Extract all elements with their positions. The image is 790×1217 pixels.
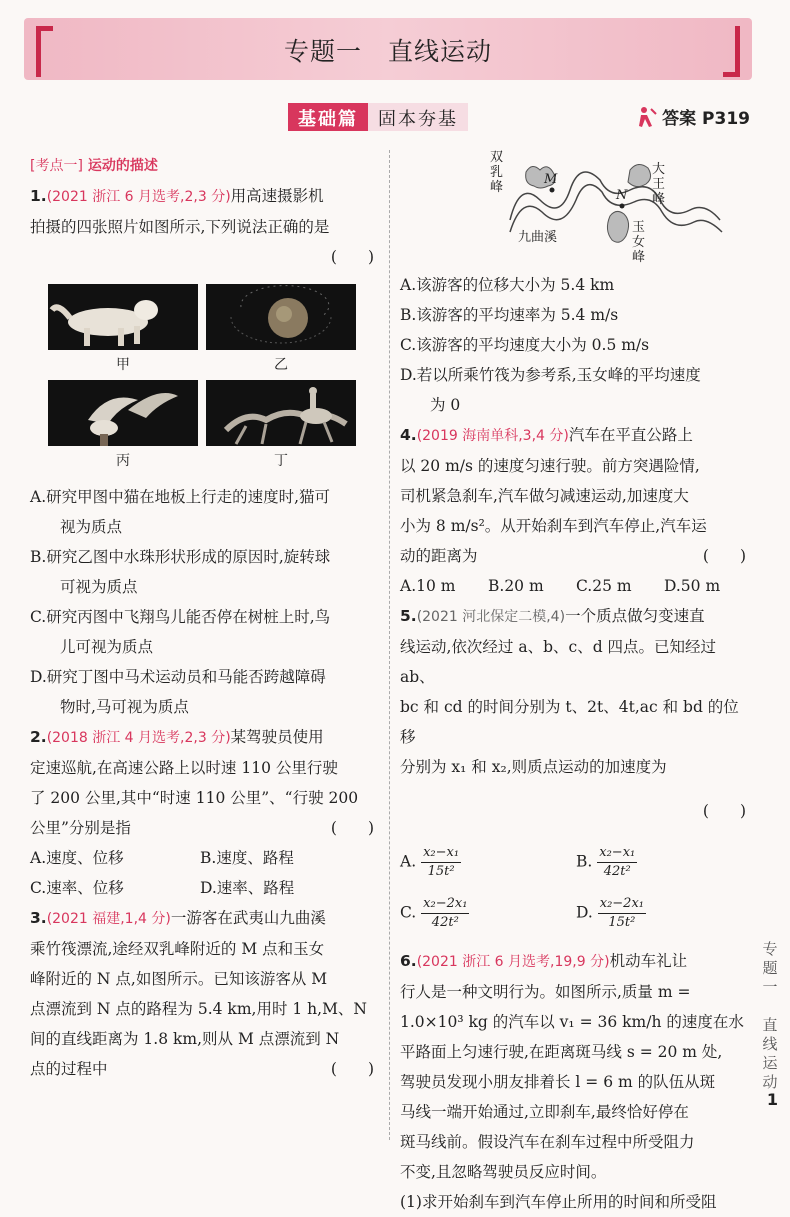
q3-stem-line1: 一游客在武夷山九曲溪 [170, 909, 326, 927]
side-chapter-tab [758, 940, 782, 1092]
q6-stem-line5: 驾驶员发现小朋友排着长 l = 6 m 的队伍从斑 [400, 1073, 716, 1091]
q2-stem-line3: 了 200 公里,其中“时速 110 公里”、“行驶 200 [30, 789, 359, 807]
q1-photo-grid [48, 284, 380, 476]
q4-number: 4. [400, 426, 417, 444]
q1-stem-line1: 用高速摄影机 [230, 187, 324, 205]
question-2 [30, 722, 380, 903]
q5-option-b-denominator: 42t² [603, 864, 631, 879]
side-tab-char: 直 [762, 1016, 778, 1034]
q1-option-c-line1: C.研究丙图中飞翔鸟儿能否停在树桩上时,鸟 [30, 608, 331, 626]
q5-option-a-label: A. [400, 852, 417, 871]
q5-option-b-numerator: x₂−x₁ [597, 844, 637, 863]
q5-stem-line3: bc 和 cd 的时间分别为 t、2t、4t,ac 和 bd 的位移 [400, 698, 739, 746]
label-jiuqu: 九曲溪 [518, 230, 558, 245]
q6-stem-line3: 1.0×10³ kg 的汽车以 v₁ = 36 km/h 的速度在水 [400, 1013, 744, 1031]
q1-number: 1. [30, 187, 47, 205]
q5-option-d-denominator: 15t² [608, 915, 636, 930]
q4-source: (2019 海南单科,3,4 分) [416, 428, 569, 444]
question-5 [400, 601, 752, 932]
column-divider [389, 150, 390, 1140]
q6-stem-line7: 斑马线前。假设汽车在刹车过程中所受阻力 [400, 1133, 695, 1151]
answer-reference [638, 104, 750, 129]
side-tab-char [758, 997, 782, 1016]
q3-option-d-line1: D.若以所乘竹筏为参考系,玉女峰的平均速度 [400, 366, 701, 384]
caption-yi: 乙 [274, 357, 288, 373]
q3-answer-paren: ( ) [330, 1060, 374, 1078]
q5-option-a [400, 844, 576, 881]
right-column [400, 150, 752, 1217]
question-4 [400, 420, 752, 601]
q1-option-a-line2: 视为质点 [60, 518, 123, 536]
q2-stem-line4: 公里”分别是指 [30, 819, 131, 837]
q5-stem-line2: 线运动,依次经过 a、b、c、d 四点。已知经过 ab、 [400, 638, 717, 686]
q4-answer-paren: ( ) [702, 547, 746, 565]
q5-number: 5. [400, 607, 417, 625]
q1-option-c-line2: 儿可视为质点 [60, 638, 154, 656]
q6-stem-line4: 平路面上匀速行驶,在距离斑马线 s = 20 m 处, [400, 1043, 723, 1061]
question-1 [30, 181, 380, 722]
q6-number: 6. [400, 952, 417, 970]
kaodian-title: 运动的描述 [87, 158, 158, 174]
label-yunu-2: 女 [632, 235, 646, 250]
q1-option-d-line2: 物时,马可视为质点 [60, 698, 189, 716]
q5-option-a-denominator: 15t² [427, 864, 455, 879]
q3-stem-line3: 峰附近的 N 点,如图所示。已知该游客从 M [30, 970, 328, 988]
side-tab-char: 专 [762, 940, 778, 958]
q5-option-c [400, 895, 576, 932]
photo-cat [48, 284, 198, 350]
q3-stem-line5: 间的直线距离为 1.8 km,则从 M 点漂流到 N [30, 1030, 340, 1048]
q1-option-d-line1: D.研究丁图中马术运动员和马能否跨越障碍 [30, 668, 326, 686]
q4-option-c: C.25 m [576, 577, 632, 595]
q5-option-c-numerator: x₂−2x₁ [421, 895, 469, 914]
q4-option-a: A.10 m [400, 577, 456, 595]
label-m: M [544, 172, 558, 187]
q6-stem-line6: 马线一端开始通过,立即刹车,最终恰好停在 [400, 1103, 689, 1121]
q3-stem-line4: 点漂流到 N 点的路程为 5.4 km,用时 1 h,M、N [30, 1000, 367, 1018]
q5-option-a-numerator: x₂−x₁ [421, 844, 461, 863]
q3-number: 3. [30, 909, 47, 927]
q5-source: (2021 河北保定二模,4) [416, 609, 566, 625]
q2-option-a: A.速度、位移 [30, 849, 124, 867]
q1-option-b-line1: B.研究乙图中水珠形状形成的原因时,旋转球 [30, 548, 331, 566]
q6-stem-line8: 不变,且忽略驾驶员反应时间。 [400, 1163, 607, 1181]
photo-horse-rider [206, 380, 356, 446]
q2-answer-paren: ( ) [330, 819, 374, 837]
q5-option-c-label: C. [400, 903, 417, 922]
q4-stem-line4: 小为 8 m/s²。从开始刹车到汽车停止,汽车运 [400, 517, 707, 535]
kaodian-bracket: [考点一] [30, 158, 83, 174]
pencil-person-icon [638, 106, 658, 128]
q4-option-b: B.20 m [488, 577, 544, 595]
label-yunu-1: 玉 [632, 220, 646, 235]
label-dawang-3: 峰 [652, 192, 666, 207]
q4-option-d: D.50 m [664, 577, 721, 595]
q2-option-b: B.速度、路程 [200, 849, 294, 867]
label-n: N [616, 188, 628, 203]
question-3 [30, 903, 380, 1084]
side-tab-char: 线 [762, 1035, 778, 1053]
section-subtitle: 固本夯基 [368, 103, 468, 131]
label-shuangru-3: 峰 [490, 180, 504, 195]
q6-source: (2021 浙江 6 月选考,19,9 分) [416, 954, 610, 970]
q4-stem-line5: 动的距离为 [400, 547, 478, 565]
section-tag: 基础篇 [288, 103, 368, 131]
q3-options [400, 270, 752, 420]
q3-stem-line2: 乘竹筏漂流,途经双乳峰附近的 M 点和玉女 [30, 940, 325, 958]
label-shuangru-2: 乳 [490, 165, 504, 180]
yunu-peak-shape [607, 211, 628, 242]
photo-bird [48, 380, 198, 446]
side-tab-char: 题 [762, 959, 778, 977]
caption-jia: 甲 [116, 357, 130, 373]
q1-source: (2021 浙江 6 月选考,2,3 分) [46, 189, 231, 205]
label-dawang-2: 王 [652, 177, 666, 192]
q5-option-d-numerator: x₂−2x₁ [598, 895, 646, 914]
q1-option-a-line1: A.研究甲图中猫在地板上行走的速度时,猫可 [30, 488, 331, 506]
photo-spinning-ball [206, 284, 356, 350]
q3-option-b: B.该游客的平均速率为 5.4 m/s [400, 306, 619, 324]
q1-option-b-line2: 可视为质点 [60, 578, 138, 596]
q5-option-b-label: B. [576, 852, 593, 871]
q2-option-d: D.速率、路程 [200, 879, 295, 897]
q5-stem-line1: 一个质点做匀变速直 [565, 607, 705, 625]
q2-number: 2. [30, 728, 47, 746]
q1-stem-line2: 拍摄的四张照片如图所示,下列说法正确的是 [30, 218, 330, 236]
left-column [30, 150, 380, 1084]
q2-stem-line2: 定速巡航,在高速公路上以时速 110 公里行驶 [30, 759, 338, 777]
page-number: 1 [766, 1090, 778, 1109]
chapter-header [24, 18, 752, 80]
caption-bing: 丙 [116, 453, 130, 469]
chapter-title: 专题一 直线运动 [283, 37, 492, 66]
q3-option-a: A.该游客的位移大小为 5.4 km [400, 276, 615, 294]
q4-stem-line2: 以 20 m/s 的速度匀速行驶。前方突遇险情, [400, 457, 700, 475]
side-tab-char: 一 [762, 978, 778, 996]
label-dawang-1: 大 [652, 162, 666, 177]
q6-subquestion-1: (1)求开始刹车到汽车停止所用的时间和所受阻 [400, 1193, 717, 1211]
side-tab-char: 动 [762, 1073, 778, 1091]
right-bracket-decoration [723, 26, 740, 77]
point-m [550, 188, 555, 193]
q5-option-d-label: D. [576, 903, 593, 922]
q1-answer-paren: ( ) [330, 248, 374, 266]
q6-stem-line1: 机动车礼让 [609, 952, 688, 970]
q5-option-c-denominator: 42t² [431, 915, 459, 930]
q5-options [400, 844, 752, 932]
q5-stem-line4: 分别为 x₁ 和 x₂,则质点运动的加速度为 [400, 758, 667, 776]
point-n [620, 204, 625, 209]
q4-stem-line1: 汽车在平直公路上 [568, 426, 693, 444]
q6-stem-line2: 行人是一种文明行为。如图所示,质量 m = [400, 983, 691, 1001]
answer-page-text: 答案 P319 [662, 109, 750, 129]
q3-option-c: C.该游客的平均速度大小为 0.5 m/s [400, 336, 650, 354]
label-yunu-3: 峰 [632, 250, 646, 265]
section-bar [288, 103, 468, 131]
caption-ding: 丁 [274, 453, 288, 469]
side-tab-char: 运 [762, 1054, 778, 1072]
question-6 [400, 946, 752, 1217]
q3-option-d-line2: 为 0 [430, 396, 461, 414]
jiuqu-river-map [490, 150, 750, 270]
q5-option-d [576, 895, 752, 932]
label-shuangru-1: 双 [490, 150, 504, 165]
q3-source: (2021 福建,1,4 分) [46, 911, 171, 927]
kaodian-heading [30, 150, 380, 181]
q5-answer-paren: ( ) [702, 802, 746, 820]
q2-stem-line1: 某驾驶员使用 [230, 728, 324, 746]
q2-source: (2018 浙江 4 月选考,2,3 分) [46, 730, 231, 746]
q5-option-b [576, 844, 752, 881]
q3-stem-line6: 点的过程中 [30, 1060, 108, 1078]
dawang-peak-shape [628, 164, 651, 186]
q4-stem-line3: 司机紧急刹车,汽车做匀减速运动,加速度大 [400, 487, 689, 505]
q2-option-c: C.速率、位移 [30, 879, 124, 897]
